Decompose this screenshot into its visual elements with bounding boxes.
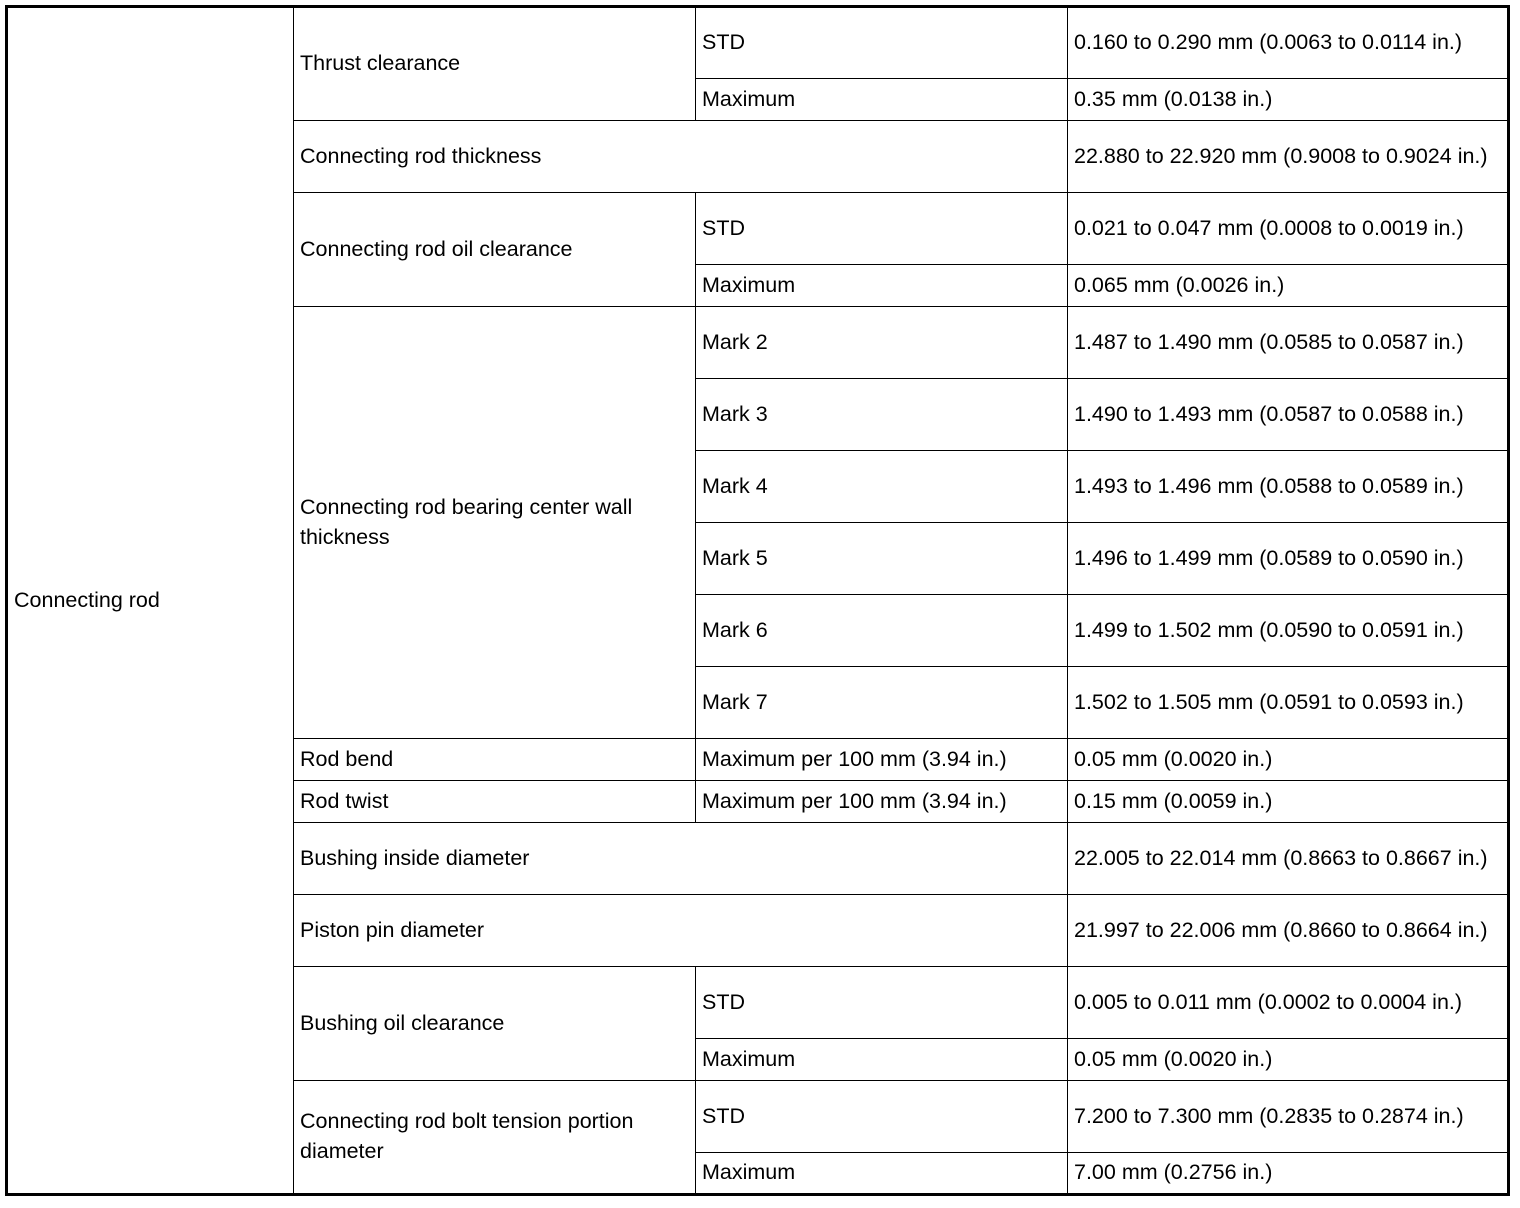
spec-value: 1.487 to 1.490 mm (0.0585 to 0.0587 in.) <box>1068 307 1509 379</box>
spec-value: 1.499 to 1.502 mm (0.0590 to 0.0591 in.) <box>1068 595 1509 667</box>
item-bearing-wall-thickness: Connecting rod bearing center wall thickness <box>294 307 696 739</box>
spec-value: 0.05 mm (0.0020 in.) <box>1068 1039 1509 1081</box>
item-bushing-inside-diameter: Bushing inside diameter <box>294 823 1068 895</box>
item-rod-oil-clearance: Connecting rod oil clearance <box>294 193 696 307</box>
item-rod-twist: Rod twist <box>294 781 696 823</box>
spec-value: 22.005 to 22.014 mm (0.8663 to 0.8667 in.) <box>1068 823 1509 895</box>
condition-label: Maximum <box>696 79 1068 121</box>
item-rod-bend: Rod bend <box>294 739 696 781</box>
spec-value: 7.00 mm (0.2756 in.) <box>1068 1153 1509 1195</box>
item-rod-thickness: Connecting rod thickness <box>294 121 1068 193</box>
section-label: Connecting rod <box>7 7 294 1195</box>
mark-label: Mark 2 <box>696 307 1068 379</box>
spec-value: 0.35 mm (0.0138 in.) <box>1068 79 1509 121</box>
spec-value: 0.005 to 0.011 mm (0.0002 to 0.0004 in.) <box>1068 967 1509 1039</box>
condition-label: Maximum <box>696 1039 1068 1081</box>
spec-value: 1.493 to 1.496 mm (0.0588 to 0.0589 in.) <box>1068 451 1509 523</box>
condition-label: Maximum per 100 mm (3.94 in.) <box>696 781 1068 823</box>
mark-label: Mark 4 <box>696 451 1068 523</box>
spec-value: 0.021 to 0.047 mm (0.0008 to 0.0019 in.) <box>1068 193 1509 265</box>
table-row <box>7 7 1509 79</box>
spec-value: 0.05 mm (0.0020 in.) <box>1068 739 1509 781</box>
condition-label: STD <box>696 7 1068 79</box>
condition-label: STD <box>696 967 1068 1039</box>
mark-label: Mark 7 <box>696 667 1068 739</box>
spec-value: 0.065 mm (0.0026 in.) <box>1068 265 1509 307</box>
condition-label: STD <box>696 1081 1068 1153</box>
spec-value: 1.496 to 1.499 mm (0.0589 to 0.0590 in.) <box>1068 523 1509 595</box>
condition-label: Maximum per 100 mm (3.94 in.) <box>696 739 1068 781</box>
spec-value: 1.502 to 1.505 mm (0.0591 to 0.0593 in.) <box>1068 667 1509 739</box>
spec-value: 7.200 to 7.300 mm (0.2835 to 0.2874 in.) <box>1068 1081 1509 1153</box>
spec-value: 1.490 to 1.493 mm (0.0587 to 0.0588 in.) <box>1068 379 1509 451</box>
spec-value: 22.880 to 22.920 mm (0.9008 to 0.9024 in.) <box>1068 121 1509 193</box>
item-bushing-oil-clearance: Bushing oil clearance <box>294 967 696 1081</box>
condition-label: STD <box>696 193 1068 265</box>
mark-label: Mark 6 <box>696 595 1068 667</box>
condition-label: Maximum <box>696 265 1068 307</box>
spec-value: 0.160 to 0.290 mm (0.0063 to 0.0114 in.) <box>1068 7 1509 79</box>
spec-value: 21.997 to 22.006 mm (0.8660 to 0.8664 in.) <box>1068 895 1509 967</box>
item-piston-pin-diameter: Piston pin diameter <box>294 895 1068 967</box>
spec-value: 0.15 mm (0.0059 in.) <box>1068 781 1509 823</box>
mark-label: Mark 3 <box>696 379 1068 451</box>
mark-label: Mark 5 <box>696 523 1068 595</box>
spec-table <box>5 5 1510 1196</box>
item-thrust-clearance: Thrust clearance <box>294 7 696 121</box>
item-bolt-tension-diameter: Connecting rod bolt tension portion diameter <box>294 1081 696 1195</box>
condition-label: Maximum <box>696 1153 1068 1195</box>
